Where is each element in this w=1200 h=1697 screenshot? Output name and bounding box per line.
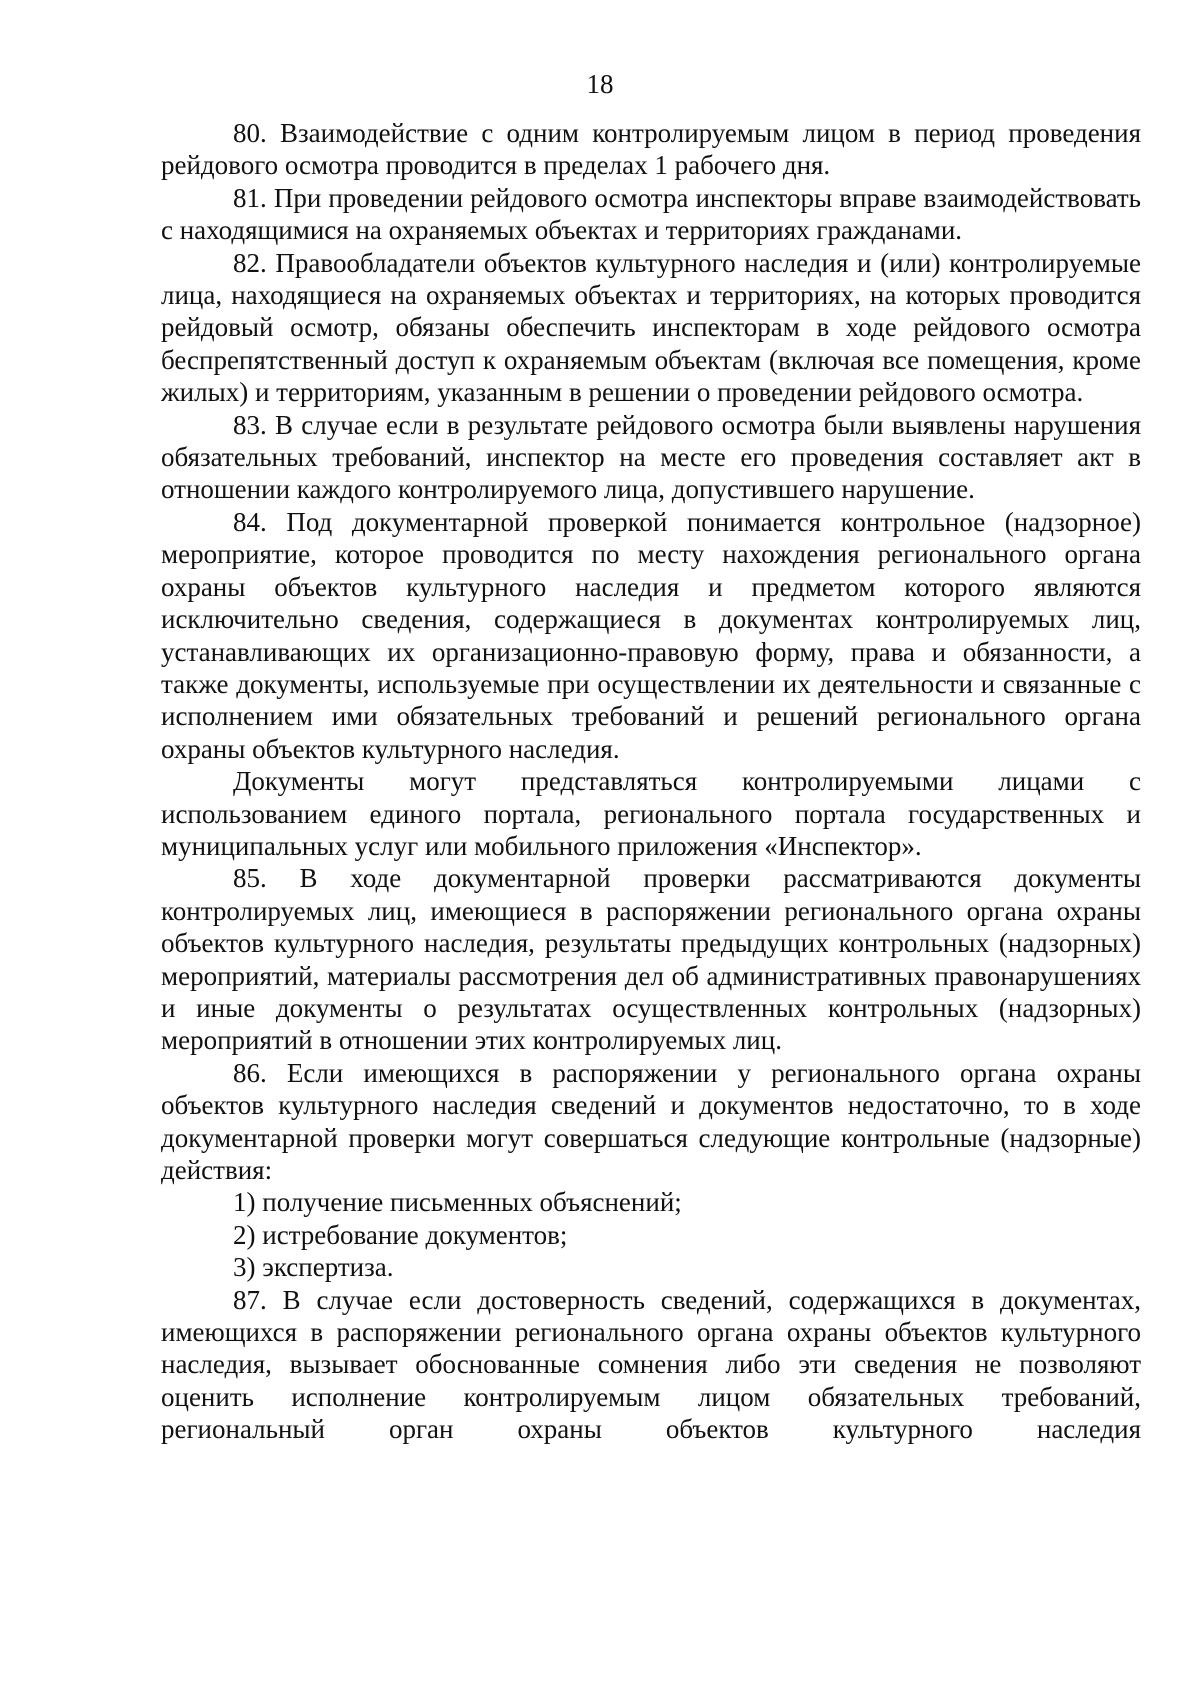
page-number: 18 xyxy=(586,69,614,99)
paragraph-85: 85. В ходе документарной проверки рассматриваются документы контролируемых лиц, имеющиеся в распоряжении регионального органа охраны объектов культурного наследия, результаты предыдущих контрольных (надзорных) мероприятий, материалы рассмотрения дел об административных правонарушениях и иные документы о результатах осуществленных контрольных (надзорных) мероприятий в отношении этих контролируемых лиц. xyxy=(161,863,1141,1056)
paragraph-81: 81. При проведении рейдового осмотра инспекторы вправе взаимодействовать с находящимися на охраняемых объектах и территориях гражданами. xyxy=(161,182,1141,246)
paragraph-84: 84. Под документарной проверкой понимается контрольное (надзорное) мероприятие, которое проводится по месту нахождения регионального органа охраны объектов культурного наследия и предметом которого являются исключительно сведения, содержащиеся в документах контролируемых лиц, устанавливающих их организационно-правовую форму, права и обязанности, а также документы, используемые при осуществлении их деятельности и связанные с исполнением ими обязательных требований и решений регионального органа охраны объектов культурного наследия. xyxy=(161,506,1141,764)
paragraph-87: 87. В случае если достоверность сведений, содержащихся в документах, имеющихся в распоряжении регионального органа охраны объектов культурного наследия, вызывает обоснованные сомнения либо эти сведения не позволяют оценить исполнение контролируемым лицом обязательных требований, региональный орган охраны объектов культурного наследия xyxy=(161,1284,1141,1445)
paragraph-84-documents: Документы могут представляться контролируемыми лицами с использованием единого портала, регионального портала государственных и муниципальных услуг или мобильного приложения «Инспектор». xyxy=(161,766,1141,861)
list-item-1: 1) получение письменных объяснений; xyxy=(233,1187,682,1218)
document-body xyxy=(161,117,1141,1446)
paragraph-83: 83. В случае если в результате рейдового осмотра были выявлены нарушения обязательных требований, инспектор на месте его проведения составляет акт в отношении каждого контролируемого лица, допустившего нарушение. xyxy=(161,409,1141,505)
paragraph-82: 82. Правообладатели объектов культурного наследия и (или) контролируемые лица, находящиеся на охраняемых объектах и территориях, на которых проводится рейдовый осмотр, обязаны обеспечить инспекторам в ходе рейдового осмотра беспрепятственный доступ к охраняемым объектам (включая все помещения, кроме жилых) и территориям, указанным в решении о проведении рейдового осмотра. xyxy=(161,247,1141,408)
list-item-2: 2) истребование документов; xyxy=(233,1219,568,1250)
paragraph-86: 86. Если имеющихся в распоряжении у регионального органа охраны объектов культурного наследия сведений и документов недостаточно, то в ходе документарной проверки могут совершаться следующие контрольные (надзорные) действия: xyxy=(161,1057,1141,1185)
paragraph-80: 80. Взаимодействие с одним контролируемым лицом в период проведения рейдового осмотра проводится в пределах 1 рабочего дня. xyxy=(161,118,1141,181)
list-item-3: 3) экспертиза. xyxy=(233,1252,394,1283)
